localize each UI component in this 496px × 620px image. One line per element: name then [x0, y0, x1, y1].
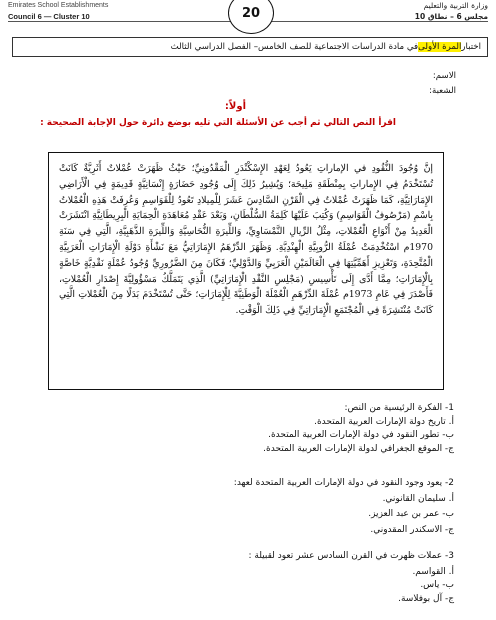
exam-title-after: في مادة الدراسات الاجتماعية للصف الخامس– الفصل الدراسي الثالث: [170, 42, 419, 52]
question-3-option-c[interactable]: ج- آل بوفلاسة.: [398, 593, 454, 604]
header-right: [415, 0, 488, 22]
page-number: 20: [241, 5, 261, 21]
question-2-option-c[interactable]: ج- الاسكندر المقدوني.: [370, 524, 454, 535]
section-label: أولاً:: [224, 101, 246, 112]
question-3: [248, 550, 454, 606]
student-section-field: الشعبة:: [429, 86, 456, 96]
exam-title-highlight: المرة الأولى: [418, 42, 462, 52]
instruction-text: اقرأ النص التالي ثم أجب عن الأسئلة التي تليه بوضع دائرة حول الإجابة الصحيحة :: [40, 118, 396, 128]
exam-title: [12, 37, 488, 57]
question-2: [234, 477, 454, 537]
council-cluster-arabic-label: مجلس 6 – نطاق 10: [414, 12, 488, 21]
question-2-option-a[interactable]: أ. سليمان القانوني.: [382, 493, 454, 504]
question-1-option-c[interactable]: ج- الموقع الجغرافي لدولة الإمارات العربية المتحدة.: [263, 443, 454, 454]
ministry-label: وزارة التربية والتعليم: [423, 1, 488, 10]
question-1-text: 1- الفكرة الرئيسية من النص:: [344, 403, 454, 413]
question-3-option-a[interactable]: أ. القواسم.: [412, 566, 454, 577]
exam-title-before: اختبار: [461, 42, 481, 52]
question-2-option-b[interactable]: ب- عمر بن عبد العزيز.: [368, 509, 454, 519]
question-1: [263, 402, 454, 456]
council-cluster-label: Council 6 — Cluster 10: [8, 12, 90, 21]
page-number-badge: [228, 0, 274, 34]
question-1-option-b[interactable]: ب- تطور النقود في دولة الإمارات العربية المتحدة.: [268, 430, 454, 440]
student-name-field: الاسم:: [432, 71, 456, 81]
question-3-text: 3- عملات ظهرت في القرن السادس عشر تعود لقبيلة :: [248, 551, 454, 561]
question-3-option-b[interactable]: ب- ياس.: [420, 580, 454, 590]
question-2-text: 2- يعود وجود النقود في دولة الإمارات العربية المتحدة لعهد:: [233, 478, 454, 488]
reading-passage: إنَّ وُجُودَ النُّقُودِ في الإماراتِ يَعُودُ لِعَهْدِ الإِسْكْنْدَرِ الْمَقْدُونِيِّ؛ حَيْثُ ظَهَرَتْ عُمْلاتٌ أَثَرِيَّةٌ كَانَتْ تُسْتَخْدَمُ فِي الإِماراتِ بِمِنْطَقَةِ مَلِيحَة؛ وَيُشِيرُ ذَلِكَ إِلَى وُجُودِ حَضَارَةٍ إِنْسَانِيَّةٍ قَدِيمَةٍ فِي الْأَرَاضِي الإِمَارَاتِيَّةِ، كَمَا ظَهَرَتْ عُمْلاتٌ فِي الْقَرْنِ السَّادِسَ عَشَرَ لِلْمِيلادِ تَعُودُ لِلْقَوَاسِمِ وَعُرِفَتْ هَذِهِ الْعُمْلاتُ بِاسْمِ (مَرْصُوفُ الْقَوَاسِمِ) وَكُتِبَ عَلَيْهَا كَلِمَةُ السُّلْطَانِ، وَبَعْدَ عَقْدِ مُعَاهَدَةِ الْحِمَايَةِ الْبِرِيطَانِيَّةِ انْتَشَرَتْ الْعَدِيدُ مِنْ أَنْوَاعِ الْعُمْلاتِ، مِثْلُ الرِّيالِ النَّمْسَاوِيِّ، وَاللِّيرَةِ النُّحَاسِيَّةِ وَاللِّيرَةِ الذَّهَبِيَّةِ، الَّتِي فِي سَنَةِ 1970م اسْتُخْدِمَتْ عُمْلَةُ الرُّوبِيَّةِ الْهِنْدِيَّةِ. وَظَهَرَ الدِّرْهَمُ الإِمَارَاتِيُّ مَعَ نَشْأَةِ دَوْلَةِ الْإِمَارَاتِ الْعَرَبِيَّةِ الْمُتَّحِدَةِ، وَتَعْزِيزِ أَهَمِّيَّتِهَا فِي الْعَالَمَيْنِ الْعَرَبِيِّ وَالدَّوْلِيِّ؛ فَكَانَ مِنَ الضَّرُورِيِّ وُجُودُ عُمْلَةٍ نَقْدِيَّةٍ خَاصَّةٍ بِالْإِمَارَاتِ؛ مِمَّا أَدَّى إِلَى تَأْسِيسِ (مَجْلِسِ النَّقْدِ الْإِمَارَاتِيِّ) الَّذِي يَتَمَلَّكُ مَسْؤُولِيَّةَ إِصْدَارِ الْعُمْلاتِ، فَأَصْدَرَ فِي عَامِ 1973م عُمْلَةَ الدِّرْهَمِ الْعُمْلَةَ الْوَطَنِيَّةَ لِلْإِمَارَاتِ؛ حَتَّى تُسْتَخْدَمَ بَدَلًا مِنَ الْعُمْلاتِ الَّتِي كَانَتْ مُنْتَشِرَةً فِي الْمُجْتَمَعِ الْإِمَارَاتِيِّ فِي ذَلِكَ الْوَقْتِ.: [48, 152, 444, 390]
header-left: [8, 0, 108, 22]
question-1-option-a[interactable]: أ. تاريخ دولة الإمارات العربية المتحدة.: [314, 416, 454, 427]
school-establishment-label: Emirates School Establishments: [8, 2, 109, 9]
